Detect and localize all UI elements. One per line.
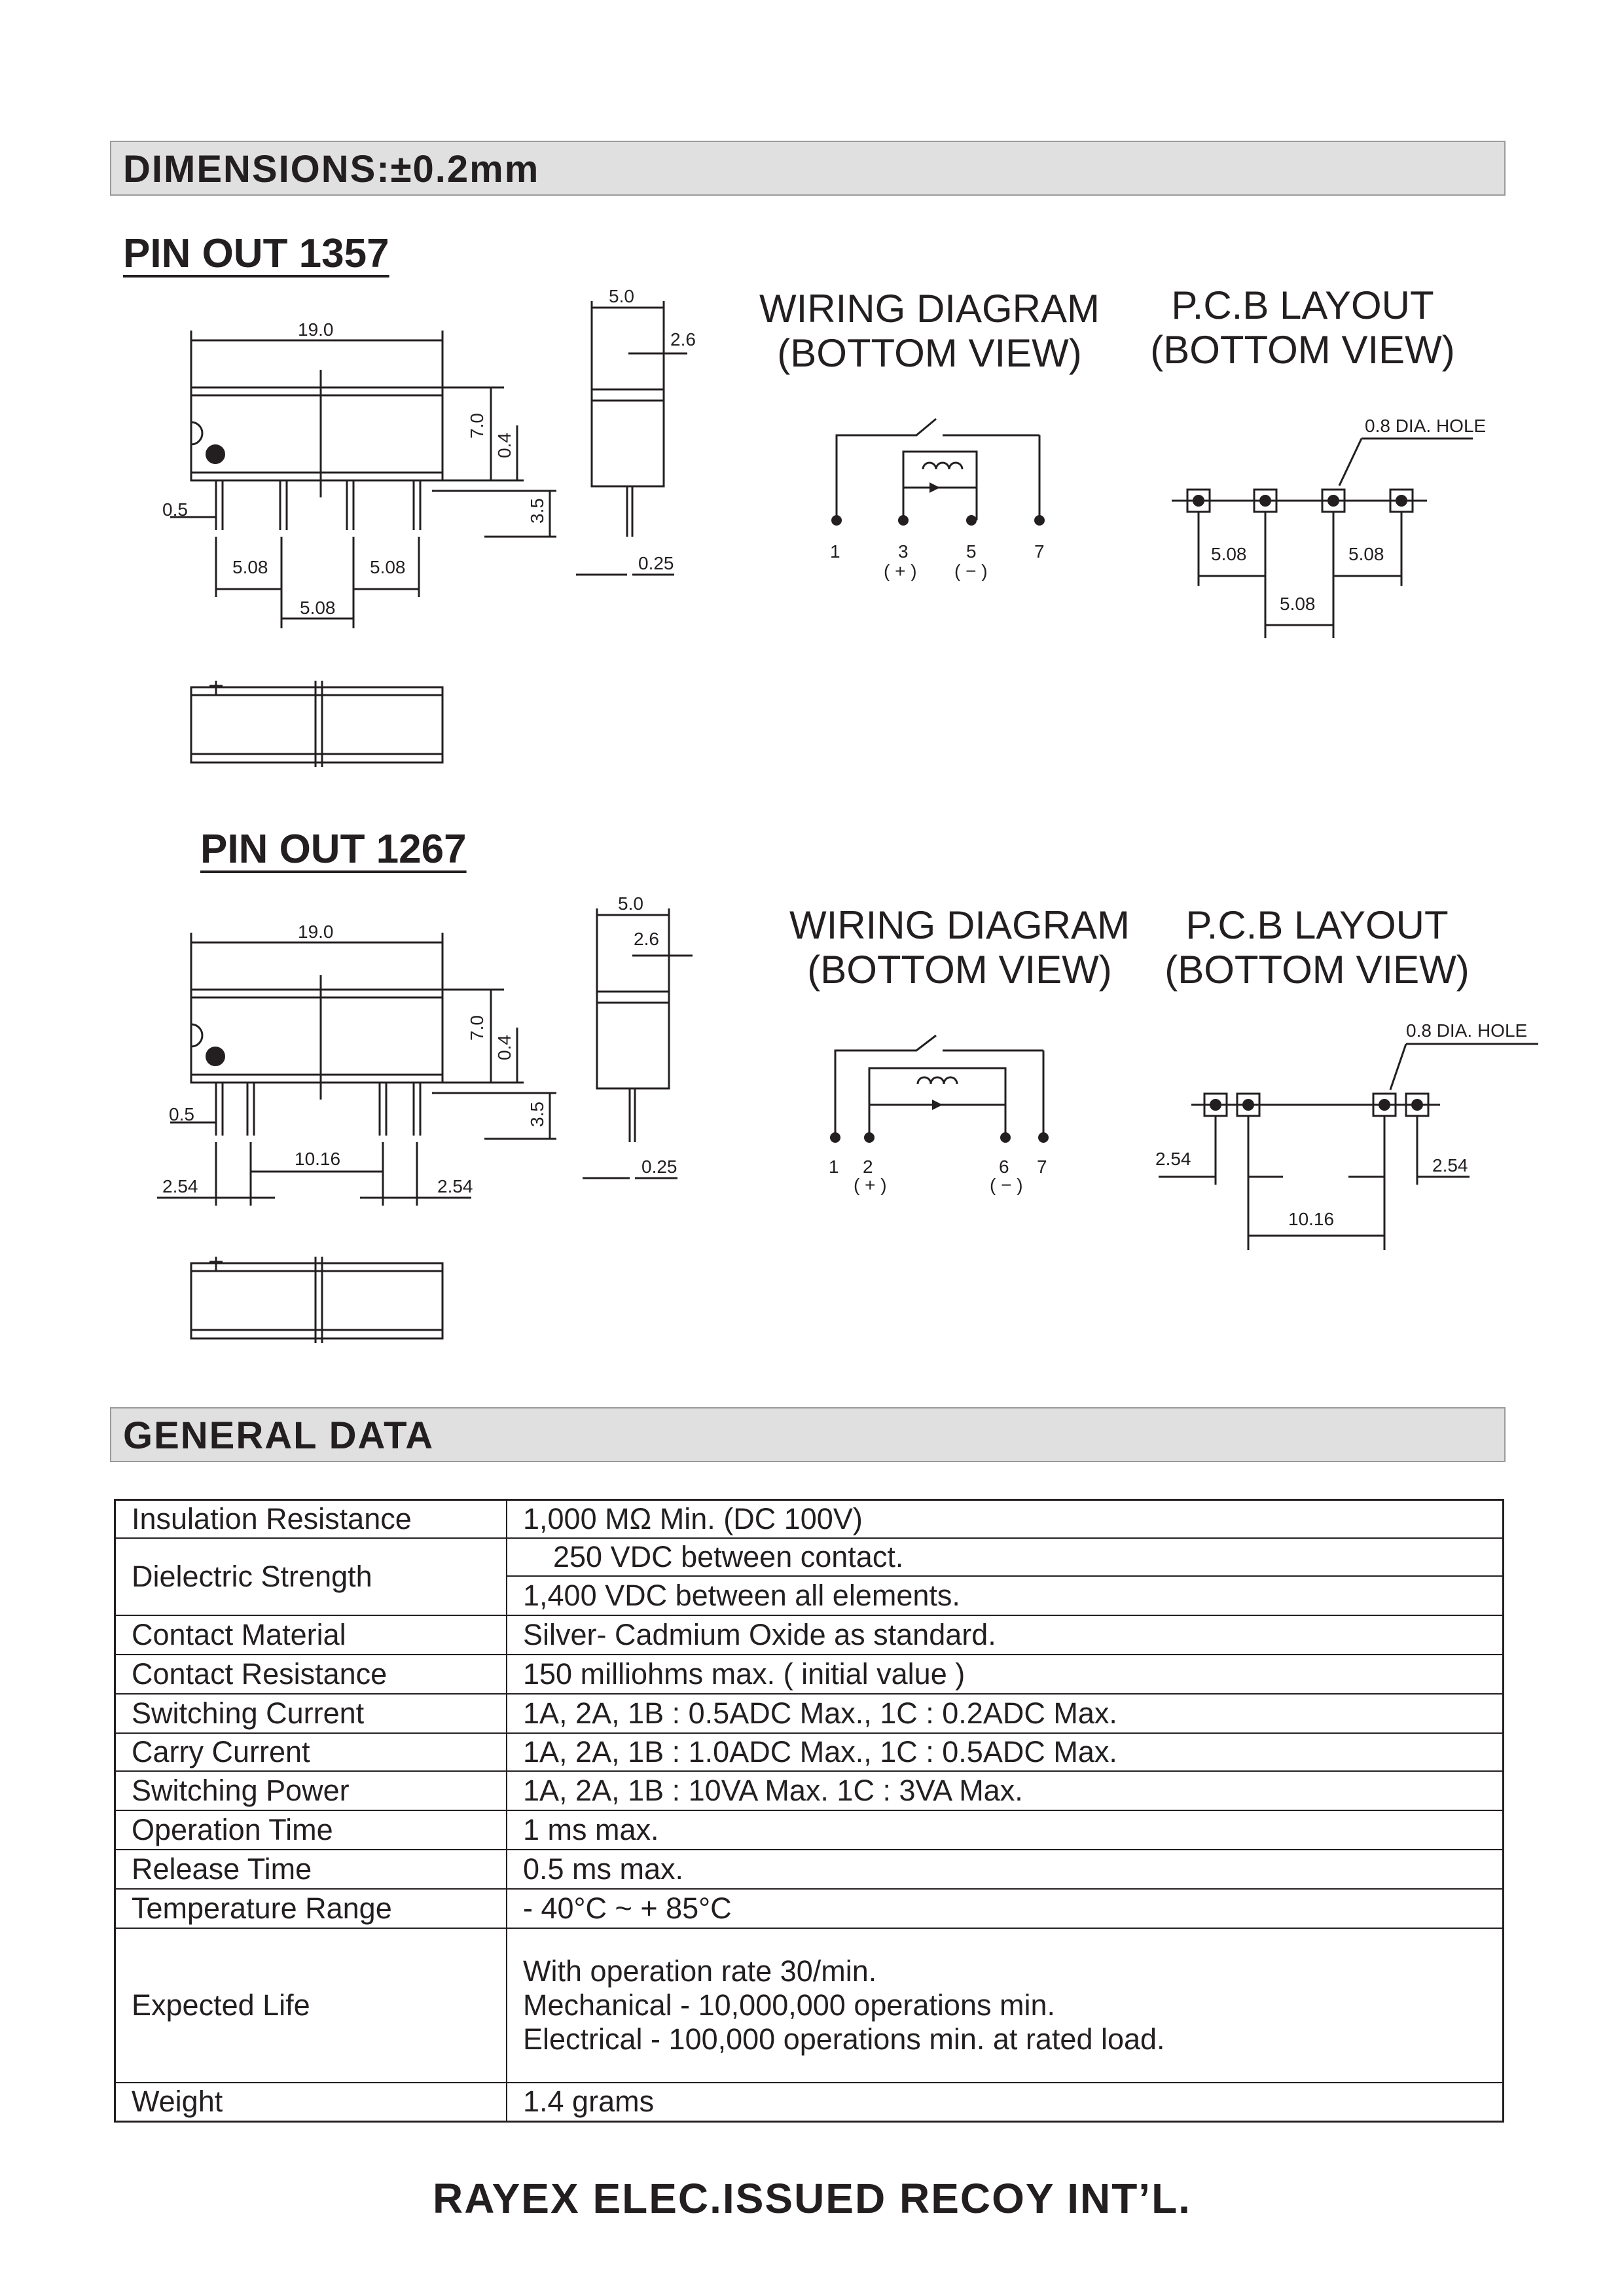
dim-pin-length: 3.5 <box>527 498 547 524</box>
dim-pitch-mid: 10.16 <box>295 1149 341 1169</box>
expected-life-line-1: With operation rate 30/min. <box>523 1954 877 1988</box>
wiring-1267-pin-7: 7 <box>1037 1157 1047 1177</box>
expected-life-label: Expected Life <box>115 1928 507 2083</box>
dim-pin-length: 3.5 <box>527 1102 547 1127</box>
operation-time-value: 1 ms max. <box>507 1810 1504 1850</box>
pcb-1267-d-left: 2.54 <box>1155 1149 1191 1169</box>
table-row <box>115 2083 1504 2122</box>
resistance-label: Contact Resistance <box>115 1655 507 1694</box>
table-row <box>115 1500 1504 1538</box>
resistance-value: 150 milliohms max. ( initial value ) <box>507 1655 1504 1694</box>
wiring-1267-pin-1: 1 <box>829 1157 839 1177</box>
dielectric-value-1: 250 VDC between contact. <box>507 1538 1504 1576</box>
material-label: Contact Material <box>115 1615 507 1655</box>
dim-pin-thickness: 0.25 <box>641 1157 677 1177</box>
pcb-1357-d3: 5.08 <box>1280 594 1316 614</box>
switching-power-value: 1A, 2A, 1B : 10VA Max. 1C : 3VA Max. <box>507 1771 1504 1810</box>
wiring-1357-pin-1: 1 <box>830 541 840 562</box>
operation-time-label: Operation Time <box>115 1810 507 1850</box>
wiring-1267-pin-6: 6 <box>999 1157 1009 1177</box>
temperature-range-label: Temperature Range <box>115 1889 507 1928</box>
table-row <box>115 1810 1504 1850</box>
dim-side-pitch: 2.6 <box>670 329 696 350</box>
dim-pitch-3: 5.08 <box>300 598 336 618</box>
pcb-1357-hole-label: 0.8 DIA. HOLE <box>1365 416 1487 436</box>
wiring-1357-pin-5: 5 <box>966 541 977 562</box>
table-row <box>115 1928 1504 2083</box>
temperature-range-value: - 40°C ~ + 85°C <box>507 1889 1504 1928</box>
switching-current-value: 1A, 2A, 1B : 0.5ADC Max., 1C : 0.2ADC Max. <box>507 1694 1504 1733</box>
wiring-1357-pin-3: 3 <box>898 541 909 562</box>
pcb-1267-heading-2: (BOTTOM VIEW) <box>1164 948 1470 992</box>
switching-power-label: Switching Power <box>115 1771 507 1810</box>
wiring-1357-heading-1: WIRING DIAGRAM <box>759 287 1100 331</box>
release-time-label: Release Time <box>115 1850 507 1889</box>
general-data-heading: GENERAL DATA <box>123 1414 435 1457</box>
pcb-1357-heading-2: (BOTTOM VIEW) <box>1150 328 1455 372</box>
wiring-1357-plus: ( + ) <box>884 561 917 581</box>
dim-pin-width: 0.5 <box>169 1104 194 1124</box>
general-data-table <box>114 1499 1504 2123</box>
dim-pitch-1: 5.08 <box>232 557 268 577</box>
wiring-1357-pin-7: 7 <box>1034 541 1045 562</box>
dim-length: 19.0 <box>298 319 334 340</box>
expected-life-line-2: Mechanical - 10,000,000 operations min. <box>523 1988 1055 2022</box>
pinout-1357-title: PIN OUT 1357 <box>123 231 389 276</box>
dimensions-heading: DIMENSIONS:±0.2mm <box>123 148 540 190</box>
general-data-section-bar <box>110 1407 1506 1462</box>
table-row <box>115 1694 1504 1733</box>
carry-current-value: 1A, 2A, 1B : 1.0ADC Max., 1C : 0.5ADC Max. <box>507 1733 1504 1771</box>
dim-pin-width: 0.5 <box>162 499 188 520</box>
table-row <box>115 1733 1504 1771</box>
dim-height: 7.0 <box>467 1015 487 1041</box>
weight-label: Weight <box>115 2083 507 2122</box>
pcb-1357-heading-1: P.C.B LAYOUT <box>1171 283 1434 327</box>
insulation-value: 1,000 MΩ Min. (DC 100V) <box>507 1500 1504 1538</box>
pcb-1357-d2: 5.08 <box>1348 544 1384 564</box>
dim-height: 7.0 <box>467 413 487 439</box>
dim-side-pitch: 2.6 <box>634 929 659 949</box>
table-row <box>115 1889 1504 1928</box>
pcb-1267-d-right: 2.54 <box>1432 1155 1468 1175</box>
table-row <box>115 1850 1504 1889</box>
wiring-1267-minus: ( − ) <box>990 1175 1023 1195</box>
wiring-1267-heading-2: (BOTTOM VIEW) <box>807 948 1112 992</box>
expected-life-value <box>507 1928 1504 2083</box>
dim-width: 5.0 <box>609 286 634 306</box>
insulation-label: Insulation Resistance <box>115 1500 507 1538</box>
dim-length: 19.0 <box>298 922 334 942</box>
dielectric-value-2: 1,400 VDC between all elements. <box>507 1576 1504 1615</box>
table-row <box>115 1771 1504 1810</box>
wiring-1357-heading-2: (BOTTOM VIEW) <box>777 331 1082 375</box>
dim-pin-thickness: 0.25 <box>638 553 674 573</box>
dim-pitch-2: 5.08 <box>370 557 406 577</box>
company-footer: RAYEX ELEC.ISSUED RECOY INT’L. <box>433 2175 1191 2222</box>
pcb-1267-d-mid: 10.16 <box>1288 1209 1335 1229</box>
table-row <box>115 1655 1504 1694</box>
dim-width: 5.0 <box>618 893 643 914</box>
pcb-1267-hole-label: 0.8 DIA. HOLE <box>1406 1020 1528 1041</box>
switching-current-label: Switching Current <box>115 1694 507 1733</box>
wiring-1267-pin-2: 2 <box>863 1157 873 1177</box>
pcb-1357-d1: 5.08 <box>1211 544 1247 564</box>
wiring-1267-heading-1: WIRING DIAGRAM <box>789 903 1130 947</box>
dim-standoff: 0.4 <box>494 1035 514 1060</box>
expected-life-line-3: Electrical - 100,000 operations min. at rated load. <box>523 2022 1165 2056</box>
release-time-value: 0.5 ms max. <box>507 1850 1504 1889</box>
dim-standoff: 0.4 <box>494 433 514 458</box>
table-row <box>115 1615 1504 1655</box>
carry-current-label: Carry Current <box>115 1733 507 1771</box>
material-value: Silver- Cadmium Oxide as standard. <box>507 1615 1504 1655</box>
wiring-1267-plus: ( + ) <box>854 1175 887 1195</box>
dim-pitch-right: 2.54 <box>437 1176 473 1196</box>
pcb-1267-heading-1: P.C.B LAYOUT <box>1185 903 1449 947</box>
table-row <box>115 1538 1504 1576</box>
dim-pitch-left: 2.54 <box>162 1176 198 1196</box>
weight-value: 1.4 grams <box>507 2083 1504 2122</box>
pinout-1267-title: PIN OUT 1267 <box>200 827 467 872</box>
wiring-1357-minus: ( − ) <box>954 561 988 581</box>
dielectric-label: Dielectric Strength <box>115 1538 507 1615</box>
